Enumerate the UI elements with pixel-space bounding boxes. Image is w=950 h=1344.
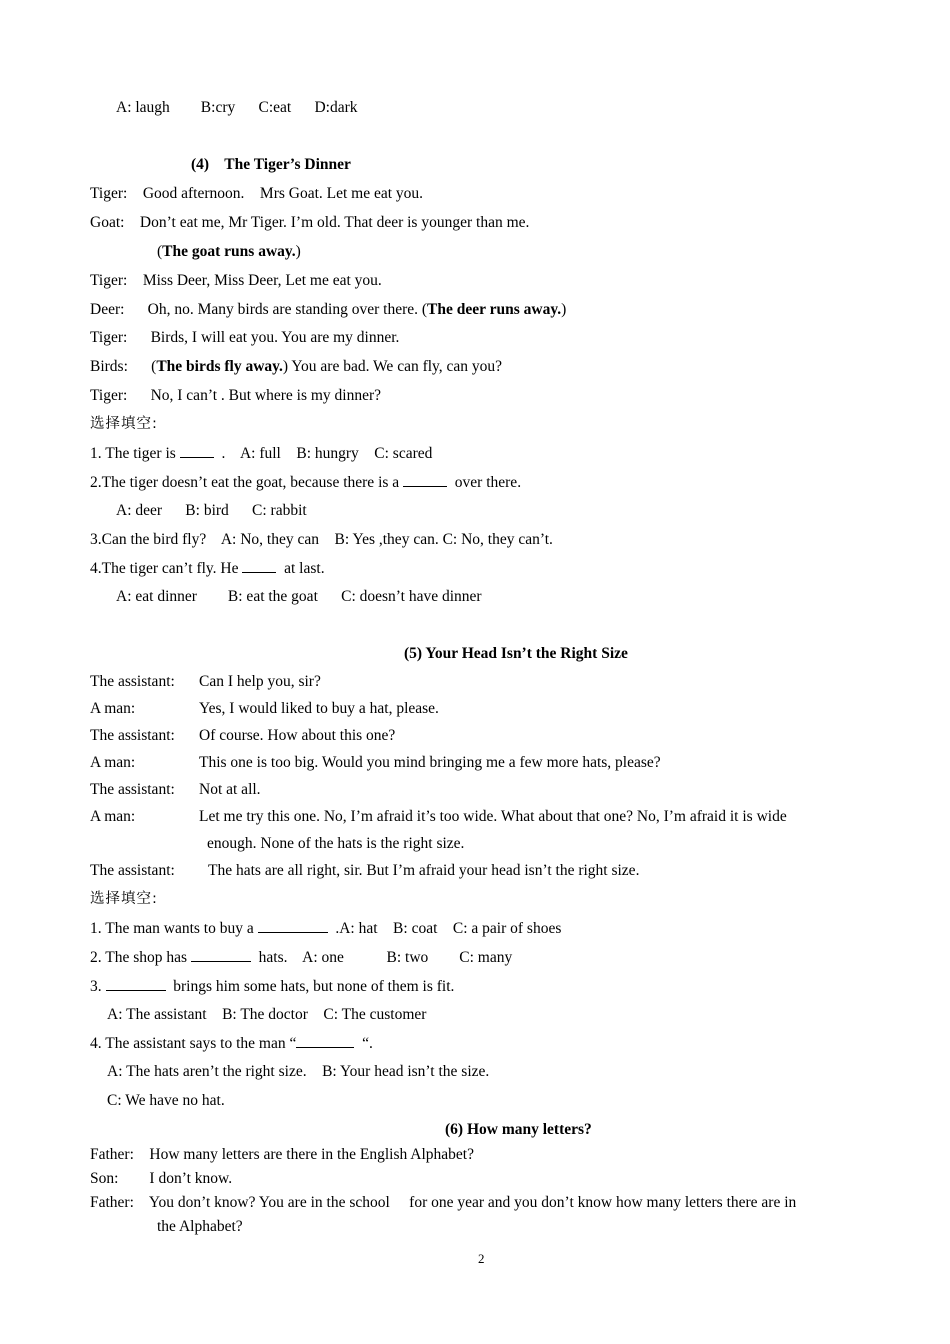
- instruction-label: 选择填空:: [90, 416, 158, 432]
- speaker-label: The assistant:: [90, 673, 175, 690]
- dialogue-line: Birds: (The birds fly away.) You are bad. We can fly, can you?: [90, 358, 503, 375]
- dialogue-line: Son: I don’t know.: [90, 1170, 233, 1187]
- question-4: 4.The tiger can’t fly. He at last.: [90, 560, 325, 577]
- question-3-options: A: The assistant B: The doctor C: The customer: [107, 1006, 427, 1023]
- top-options: A: laugh B:cry C:eat D:dark: [116, 99, 358, 116]
- instruction-label: 选择填空:: [90, 891, 158, 907]
- dialogue-line: Tiger: Miss Deer, Miss Deer, Let me eat you.: [90, 272, 382, 289]
- dialogue-continuation: enough. None of the hats is the right size.: [207, 835, 465, 852]
- answer-blank[interactable]: [242, 558, 276, 573]
- answer-blank[interactable]: [258, 918, 328, 933]
- answer-blank[interactable]: [403, 472, 447, 487]
- question-2-options: A: deer B: bird C: rabbit: [116, 502, 307, 519]
- dialogue-text: Of course. How about this one?: [199, 727, 396, 744]
- question-1: 1. The man wants to buy a .A: hat B: coat C: a pair of shoes: [90, 920, 562, 937]
- speaker-label: A man:: [90, 700, 136, 717]
- dialogue-text: This one is too big. Would you mind bringing me a few more hats, please?: [199, 754, 661, 771]
- speaker-label: The assistant:: [90, 781, 175, 798]
- dialogue-line: Tiger: Good afternoon. Mrs Goat. Let me eat you.: [90, 185, 424, 202]
- section-4-title: (4) The Tiger’s Dinner: [191, 156, 351, 173]
- dialogue-line: Deer: Oh, no. Many birds are standing over there. (The deer runs away.): [90, 301, 567, 318]
- question-3: 3. brings him some hats, but none of them is fit.: [90, 978, 455, 995]
- question-4-options: C: We have no hat.: [107, 1092, 225, 1109]
- dialogue-text: Yes, I would liked to buy a hat, please.: [199, 700, 439, 717]
- question-2: 2. The shop has hats. A: one B: two C: many: [90, 949, 513, 966]
- dialogue-text: The hats are all right, sir. But I’m afraid your head isn’t the right size.: [208, 862, 640, 879]
- dialogue-line: Tiger: No, I can’t . But where is my dinner?: [90, 387, 382, 404]
- section-5-title: (5) Your Head Isn’t the Right Size: [404, 645, 628, 662]
- speaker-label: The assistant:: [90, 727, 175, 744]
- speaker-label: The assistant:: [90, 862, 175, 879]
- question-3: 3.Can the bird fly? A: No, they can B: Yes ,they can. C: No, they can’t.: [90, 531, 553, 548]
- dialogue-text: Let me try this one. No, I’m afraid it’s too wide. What about that one? No, I’m afraid it is wide: [199, 808, 787, 825]
- stage-direction: (The goat runs away.): [157, 243, 301, 260]
- answer-blank[interactable]: [180, 443, 214, 458]
- dialogue-text: Not at all.: [199, 781, 261, 798]
- dialogue-line: Father: How many letters are there in the English Alphabet?: [90, 1146, 474, 1163]
- speaker-label: A man:: [90, 754, 136, 771]
- question-2: 2.The tiger doesn’t eat the goat, because there is a over there.: [90, 474, 522, 491]
- answer-blank[interactable]: [191, 947, 251, 962]
- question-4-options: A: The hats aren’t the right size. B: Your head isn’t the size.: [107, 1063, 490, 1080]
- question-1: 1. The tiger is . A: full B: hungry C: scared: [90, 445, 433, 462]
- answer-blank[interactable]: [106, 976, 166, 991]
- dialogue-line: Father: You don’t know? You are in the school for one year and you don’t know how many letters there are in: [90, 1194, 797, 1211]
- section-6-title: (6) How many letters?: [445, 1121, 592, 1138]
- answer-blank[interactable]: [296, 1033, 354, 1048]
- dialogue-line: Goat: Don’t eat me, Mr Tiger. I’m old. That deer is younger than me.: [90, 214, 530, 231]
- dialogue-continuation: the Alphabet?: [157, 1218, 243, 1235]
- question-4-options: A: eat dinner B: eat the goat C: doesn’t have dinner: [116, 588, 482, 605]
- question-4: 4. The assistant says to the man “ “.: [90, 1035, 373, 1052]
- dialogue-text: Can I help you, sir?: [199, 673, 321, 690]
- speaker-label: A man:: [90, 808, 136, 825]
- page-number: 2: [478, 1251, 485, 1266]
- dialogue-line: Tiger: Birds, I will eat you. You are my dinner.: [90, 329, 400, 346]
